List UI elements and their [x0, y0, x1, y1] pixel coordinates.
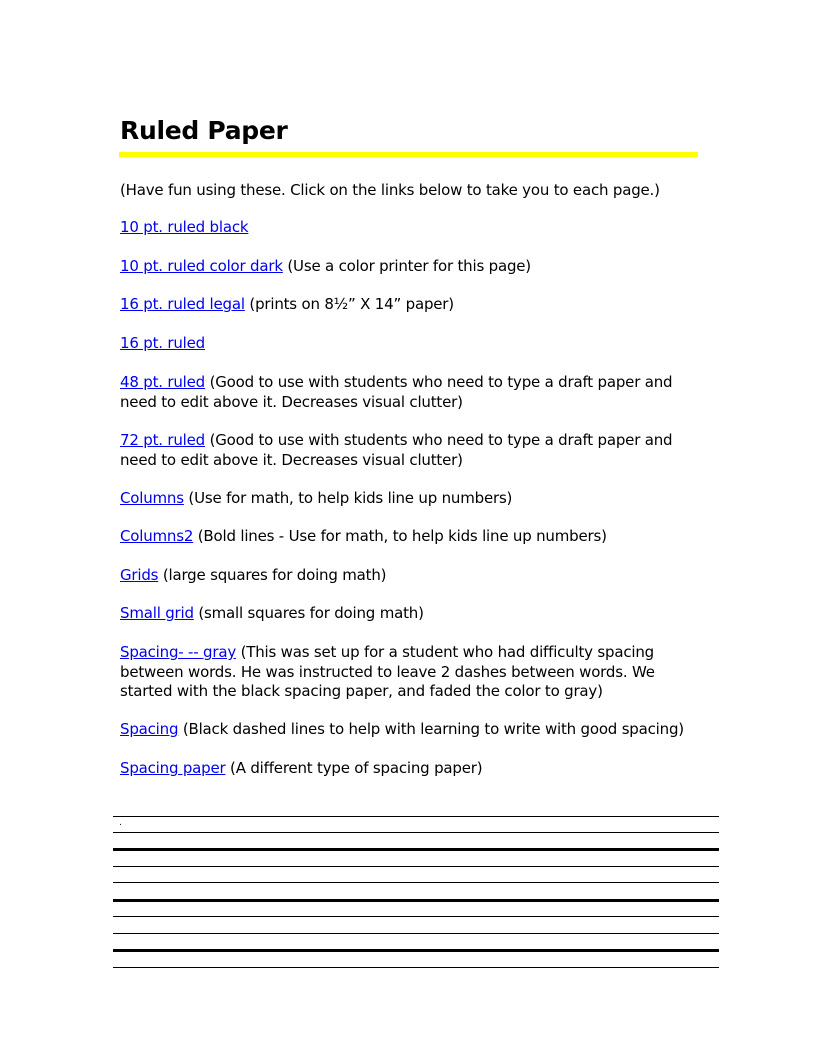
link-note: (Use for math, to help kids line up numbers) — [183, 489, 513, 507]
rule-line — [113, 832, 719, 833]
link-note: (small squares for doing math) — [193, 604, 424, 622]
list-item — [120, 604, 710, 624]
link-note: (A different type of spacing paper) — [225, 759, 483, 777]
list-item — [120, 295, 710, 315]
intro-text: (Have fun using these. Click on the links below to take you to each page.) — [120, 181, 660, 199]
link-48pt-ruled[interactable]: 48 pt. ruled — [120, 373, 205, 391]
rule-mark: . — [119, 818, 122, 828]
link-note: (Good to use with students who need to type a draft paper and need to edit above it. Decreases visual clutter) — [120, 431, 673, 469]
rule-line — [113, 816, 719, 817]
list-item — [120, 643, 710, 702]
rule-line — [113, 882, 719, 883]
link-10pt-ruled-color-dark[interactable]: 10 pt. ruled color dark — [120, 257, 283, 275]
rule-line-bold — [113, 899, 719, 902]
rule-line — [113, 916, 719, 917]
rule-line — [113, 967, 719, 968]
rule-line — [113, 933, 719, 934]
page-title: Ruled Paper — [120, 116, 288, 145]
link-small-grid[interactable]: Small grid — [120, 604, 194, 622]
list-item — [120, 431, 710, 470]
link-16pt-ruled-legal[interactable]: 16 pt. ruled legal — [120, 295, 245, 313]
rule-line-bold — [113, 949, 719, 952]
link-note: (This was set up for a student who had difficulty spacing between words. He was instructed to leave 2 dashes between words. We started with the black spacing paper, and faded the color to gray) — [120, 643, 655, 700]
list-item — [120, 373, 710, 412]
list-item — [120, 218, 710, 238]
list-item — [120, 489, 710, 509]
link-note: (prints on 8½” X 14” paper) — [244, 295, 454, 313]
rule-line-bold — [113, 848, 719, 851]
link-note: (Good to use with students who need to type a draft paper and need to edit above it. Decreases visual clutter) — [120, 373, 673, 411]
list-item — [120, 720, 710, 740]
list-item — [120, 566, 710, 586]
link-note: (Use a color printer for this page) — [282, 257, 531, 275]
link-note: (large squares for doing math) — [158, 566, 387, 584]
title-underline-rule — [119, 152, 698, 157]
link-10pt-ruled-black[interactable]: 10 pt. ruled black — [120, 218, 249, 236]
link-columns2[interactable]: Columns2 — [120, 527, 194, 545]
list-item — [120, 257, 710, 277]
link-note: (Bold lines - Use for math, to help kids line up numbers) — [193, 527, 607, 545]
link-columns[interactable]: Columns — [120, 489, 184, 507]
link-note: (Black dashed lines to help with learning to write with good spacing) — [178, 720, 684, 738]
list-item — [120, 527, 710, 547]
list-item — [120, 759, 710, 779]
link-16pt-ruled[interactable]: 16 pt. ruled — [120, 334, 205, 352]
link-spacing-gray[interactable]: Spacing- -- gray — [120, 643, 237, 661]
link-spacing-paper[interactable]: Spacing paper — [120, 759, 226, 777]
link-grids[interactable]: Grids — [120, 566, 159, 584]
list-item — [120, 334, 710, 354]
link-spacing[interactable]: Spacing — [120, 720, 179, 738]
rule-line — [113, 866, 719, 867]
ruled-lines-sample — [113, 810, 719, 980]
link-72pt-ruled[interactable]: 72 pt. ruled — [120, 431, 205, 449]
